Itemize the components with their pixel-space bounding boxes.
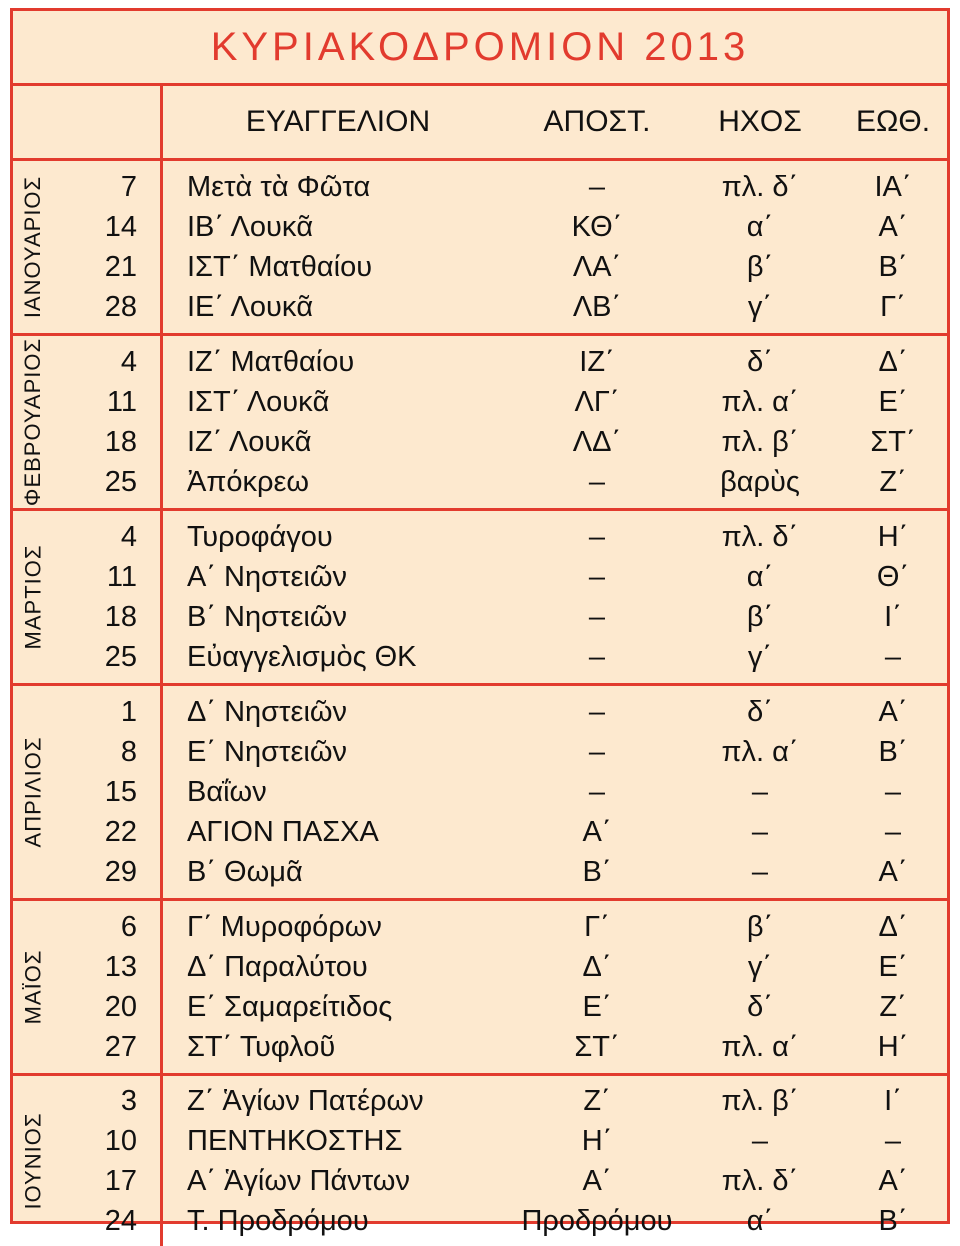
eothinon-cell: Ε΄ — [878, 386, 908, 418]
apostle-cell: – — [588, 601, 606, 633]
gospel-cell: Ἀπόκρεω — [187, 466, 310, 498]
echos-cell: γ΄ — [747, 951, 773, 983]
month-name: ΙΟΥΝΙΟΣ — [20, 1112, 45, 1210]
day-cell: 18 — [104, 426, 137, 458]
day-cell: 27 — [104, 1031, 137, 1063]
echos-cell: – — [751, 856, 769, 888]
page-title: ΚΥΡΙΑΚΟΔΡΟΜΙΟΝ 2013 — [13, 11, 947, 86]
echos-cell: πλ. δ΄ — [721, 1165, 799, 1197]
apostle-cell: ΣΤ΄ — [574, 1031, 620, 1063]
table-row — [13, 557, 947, 597]
table-row — [13, 692, 947, 732]
apostle-cell: ΛΓ΄ — [574, 386, 620, 418]
echos-cell: πλ. β΄ — [721, 426, 799, 458]
table-row — [13, 247, 947, 287]
eothinon-cell: Δ΄ — [878, 346, 908, 378]
gospel-cell: ΑΓΙΟΝ ΠΑΣΧΑ — [187, 816, 379, 848]
gospel-cell: Δ΄ Νηστειῶν — [187, 696, 348, 728]
gospel-cell: Εὐαγγελισμὸς ΘΚ — [187, 641, 417, 673]
gospel-cell: Ζ΄ Ἁγίων Πατέρων — [187, 1085, 424, 1117]
table-row — [13, 852, 947, 892]
header-echos: ΗΧΟΣ — [718, 105, 802, 138]
eothinon-cell: Ι΄ — [884, 601, 902, 633]
day-cell: 22 — [104, 816, 137, 848]
table-row — [13, 1027, 947, 1067]
apostle-cell: Β΄ — [582, 856, 612, 888]
apostle-cell: Προδρόμου — [521, 1205, 673, 1237]
gospel-cell: Α΄ Ἁγίων Πάντων — [187, 1165, 410, 1197]
eothinon-cell: Γ΄ — [880, 291, 906, 323]
eothinon-cell: Η΄ — [877, 521, 909, 553]
eothinon-cell: Α΄ — [878, 696, 908, 728]
day-cell: 7 — [120, 171, 137, 203]
month-section — [13, 1076, 947, 1246]
table-row — [13, 947, 947, 987]
day-cell: 15 — [104, 776, 137, 808]
table-row — [13, 517, 947, 557]
table-row — [13, 462, 947, 502]
day-cell: 11 — [106, 561, 137, 593]
month-name: ΙΑΝΟΥΑΡΙΟΣ — [20, 175, 46, 319]
apostle-cell: ΛΔ΄ — [572, 426, 622, 458]
echos-cell: δ΄ — [747, 991, 773, 1023]
month-name: ΑΠΡΙΛΙΟΣ — [20, 736, 45, 848]
apostle-cell: Α΄ — [582, 816, 612, 848]
echos-cell: πλ. α΄ — [721, 1031, 799, 1063]
echos-cell: β΄ — [746, 601, 774, 633]
gospel-cell: ΙΕ΄ Λουκᾶ — [187, 291, 314, 323]
gospel-cell: Δ΄ Παραλύτου — [187, 951, 368, 983]
header-eothinon: ΕΩΘ. — [855, 105, 931, 138]
month-section — [13, 901, 947, 1076]
apostle-cell: – — [588, 736, 606, 768]
eothinon-cell: – — [884, 776, 902, 808]
apostle-cell: Δ΄ — [582, 951, 612, 983]
day-cell: 25 — [104, 641, 137, 673]
header-gospel: ΕΥΑΓΓΕΛΙΟΝ — [245, 105, 431, 138]
month-section — [13, 686, 947, 901]
gospel-cell: Β΄ Νηστειῶν — [187, 601, 347, 633]
day-cell: 13 — [104, 951, 137, 983]
table-row — [13, 422, 947, 462]
eothinon-cell: Β΄ — [878, 736, 908, 768]
table-row — [13, 732, 947, 772]
apostle-cell: Γ΄ — [584, 911, 610, 943]
gospel-cell: ΙΒ΄ Λουκᾶ — [187, 211, 314, 243]
eothinon-cell: Β΄ — [878, 1205, 908, 1237]
table-row — [13, 1081, 947, 1121]
echos-cell: α΄ — [746, 211, 774, 243]
eothinon-cell: Α΄ — [878, 856, 908, 888]
echos-cell: πλ. δ΄ — [721, 521, 799, 553]
apostle-cell: – — [588, 521, 606, 553]
gospel-cell: ΠΕΝΤΗΚΟΣΤΗΣ — [187, 1125, 403, 1157]
gospel-cell: Ε΄ Νηστειῶν — [187, 736, 347, 768]
table-row — [13, 1201, 947, 1241]
apostle-cell: Α΄ — [582, 1165, 612, 1197]
eothinon-cell: Η΄ — [877, 1031, 909, 1063]
gospel-cell: Α΄ Νηστειῶν — [187, 561, 347, 593]
eothinon-cell: ΙΑ΄ — [874, 171, 912, 203]
day-cell: 18 — [104, 601, 137, 633]
apostle-cell: ΛΑ΄ — [572, 251, 622, 283]
echos-cell: πλ. δ΄ — [721, 171, 799, 203]
table-row — [13, 207, 947, 247]
eothinon-cell: ΣΤ΄ — [870, 426, 916, 458]
apostle-cell: ΚΘ΄ — [571, 211, 623, 243]
month-name: ΦΕΒΡΟΥΑΡΙΟΣ — [20, 337, 46, 507]
gospel-cell: Μετὰ τὰ Φῶτα — [187, 171, 371, 203]
echos-cell: πλ. α΄ — [721, 736, 799, 768]
table-row — [13, 287, 947, 327]
table-row — [13, 987, 947, 1027]
day-cell: 28 — [104, 291, 137, 323]
day-cell: 14 — [104, 211, 137, 243]
eothinon-cell: – — [884, 1125, 902, 1157]
gospel-cell: ΙΣΤ΄ Ματθαίου — [187, 251, 373, 283]
gospel-cell: ΙΣΤ΄ Λουκᾶ — [187, 386, 330, 418]
eothinon-cell: – — [884, 641, 902, 673]
echos-cell: βαρὺς — [720, 466, 800, 498]
day-cell: 4 — [120, 346, 137, 378]
echos-cell: γ΄ — [747, 641, 773, 673]
apostle-cell: Ζ΄ — [583, 1085, 611, 1117]
echos-cell: β΄ — [746, 911, 774, 943]
gospel-cell: Τυροφάγου — [187, 521, 333, 553]
day-cell: 25 — [104, 466, 137, 498]
header-apostle: ΑΠΟΣΤ. — [543, 105, 651, 138]
gospel-cell: ΣΤ΄ Τυφλοῦ — [187, 1031, 336, 1063]
apostle-cell: – — [588, 171, 606, 203]
day-cell: 29 — [104, 856, 137, 888]
apostle-cell: – — [588, 466, 606, 498]
echos-cell: α΄ — [746, 1205, 774, 1237]
echos-cell: πλ. α΄ — [721, 386, 799, 418]
table-row — [13, 1161, 947, 1201]
table-row — [13, 772, 947, 812]
day-cell: 3 — [120, 1085, 137, 1117]
apostle-cell: – — [588, 641, 606, 673]
day-cell: 8 — [120, 736, 137, 768]
eothinon-cell: Ι΄ — [884, 1085, 902, 1117]
table-row — [13, 342, 947, 382]
gospel-cell: ΙΖ΄ Λουκᾶ — [187, 426, 312, 458]
gospel-cell: Β΄ Θωμᾶ — [187, 856, 303, 888]
day-cell: 1 — [120, 696, 137, 728]
apostle-cell: Ε΄ — [582, 991, 612, 1023]
eothinon-cell: Ζ΄ — [879, 466, 907, 498]
echos-cell: α΄ — [746, 561, 774, 593]
echos-cell: γ΄ — [747, 291, 773, 323]
eothinon-cell: Δ΄ — [878, 911, 908, 943]
echos-cell: β΄ — [746, 251, 774, 283]
month-section — [13, 161, 947, 336]
gospel-cell: Τ. Προδρόμου — [187, 1205, 369, 1237]
table-header — [13, 86, 947, 161]
table-row — [13, 1121, 947, 1161]
table-row — [13, 597, 947, 637]
month-section — [13, 511, 947, 686]
apostle-cell: Η΄ — [581, 1125, 613, 1157]
table-row — [13, 812, 947, 852]
echos-cell: – — [751, 816, 769, 848]
gospel-cell: Γ΄ Μυροφόρων — [187, 911, 382, 943]
apostle-cell: – — [588, 561, 606, 593]
gospel-cell: Ε΄ Σαμαρείτιδος — [187, 991, 393, 1023]
table-row — [13, 382, 947, 422]
echos-cell: δ΄ — [747, 346, 773, 378]
eothinon-cell: Ε΄ — [878, 951, 908, 983]
calendar-sheet — [10, 8, 950, 1237]
gospel-cell: Βαΐων — [187, 776, 267, 808]
eothinon-cell: Α΄ — [878, 211, 908, 243]
apostle-cell: – — [588, 776, 606, 808]
month-name: ΜΑΡΤΙΟΣ — [20, 544, 45, 650]
echos-cell: πλ. β΄ — [721, 1085, 799, 1117]
echos-cell: – — [751, 776, 769, 808]
day-cell: 17 — [104, 1165, 137, 1197]
day-cell: 20 — [104, 991, 137, 1023]
day-cell: 21 — [104, 251, 137, 283]
apostle-cell: ΛΒ΄ — [572, 291, 622, 323]
eothinon-cell: Β΄ — [878, 251, 908, 283]
echos-cell: – — [751, 1125, 769, 1157]
day-cell: 24 — [104, 1205, 137, 1237]
month-name: ΜΑΪΟΣ — [20, 949, 46, 1025]
gospel-cell: ΙΖ΄ Ματθαίου — [187, 346, 355, 378]
day-cell: 4 — [120, 521, 137, 553]
table-row — [13, 167, 947, 207]
eothinon-cell: Θ΄ — [876, 561, 910, 593]
month-section — [13, 336, 947, 511]
eothinon-cell: Ζ΄ — [879, 991, 907, 1023]
day-cell: 10 — [104, 1125, 137, 1157]
months-table — [13, 161, 947, 1246]
eothinon-cell: – — [884, 816, 902, 848]
apostle-cell: ΙΖ΄ — [579, 346, 615, 378]
day-cell: 11 — [106, 386, 137, 418]
eothinon-cell: Α΄ — [878, 1165, 908, 1197]
table-row — [13, 637, 947, 677]
table-row — [13, 907, 947, 947]
day-cell: 6 — [120, 911, 137, 943]
apostle-cell: – — [588, 696, 606, 728]
echos-cell: δ΄ — [747, 696, 773, 728]
